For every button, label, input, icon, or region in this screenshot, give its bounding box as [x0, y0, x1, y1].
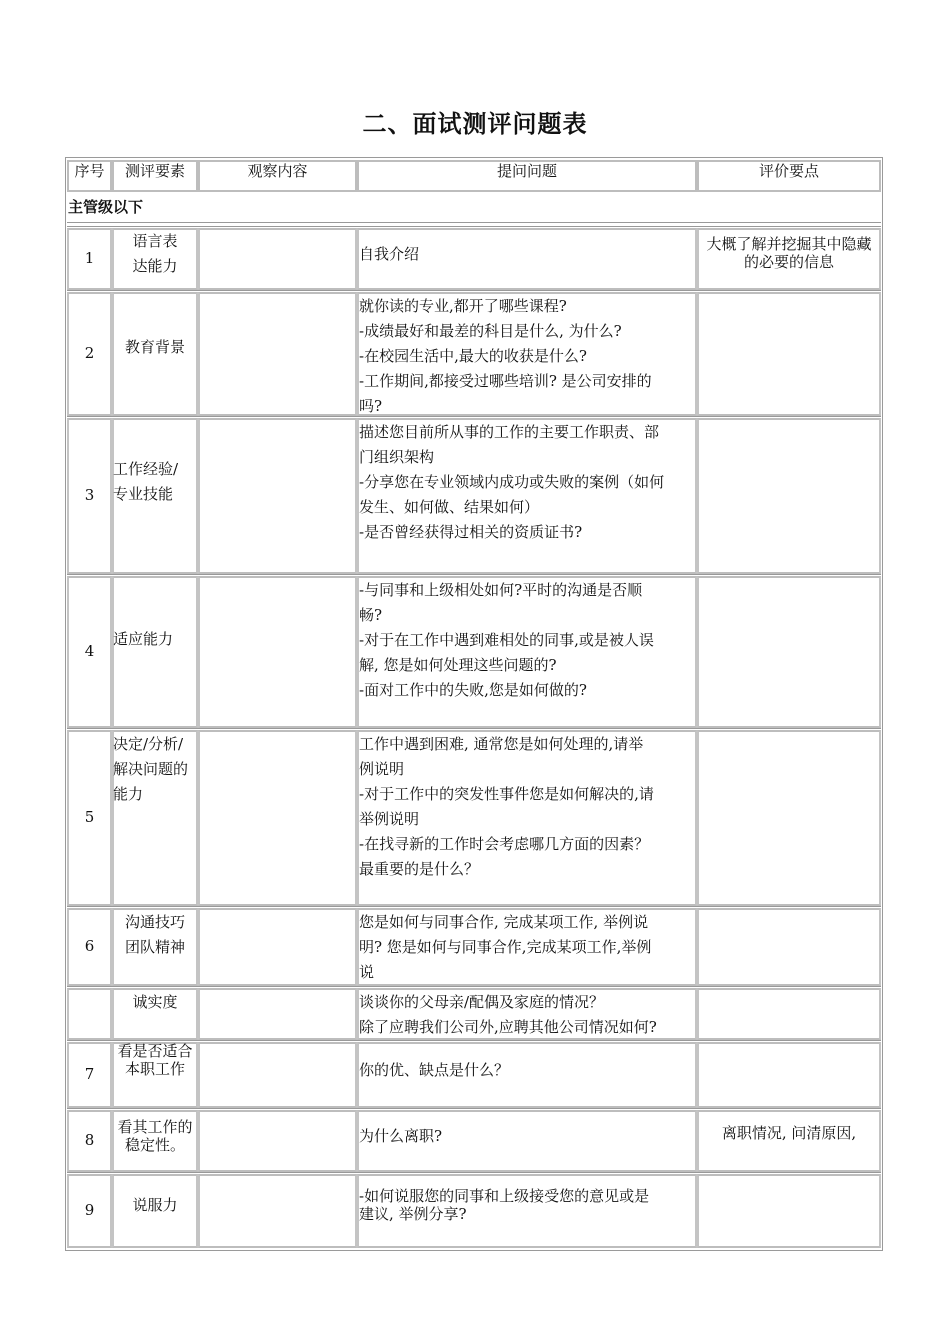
row-element-line: 专业技能 [113, 485, 174, 503]
row-element-line: 沟通技巧 [124, 913, 185, 931]
row-question-line: -工作期间,都接受过哪些培训? 是公司安排的 [359, 372, 652, 390]
row-point-line: 离职情况, 问清原因, [721, 1124, 857, 1142]
row-question-line: 为什么离职? [359, 1127, 443, 1145]
table-cell [198, 988, 357, 1040]
row-seq: 5 [84, 808, 95, 826]
row-question-line: 您是如何与同事合作, 完成某项工作, 举例说 [359, 913, 649, 931]
row-question-line: -与同事和上级相处如何?平时的沟通是否顺 [359, 581, 643, 599]
row-question-line: 例说明 [359, 760, 405, 778]
header-observe: 观察内容 [247, 162, 308, 180]
row-point-line: 的必要的信息 [743, 253, 834, 271]
row-question-line: 明? 您是如何与同事合作,完成某项工作,举例 [359, 938, 652, 956]
row-element-line: 工作经验/ [113, 460, 179, 478]
header-question: 提问问题 [496, 162, 557, 180]
row-question-line: -面对工作中的失败,您是如何做的? [359, 681, 587, 699]
row-element-line: 稳定性。 [124, 1136, 185, 1154]
row-question-line: 自我介绍 [359, 245, 420, 263]
row-question-line: 举例说明 [359, 810, 420, 828]
table-cell [112, 576, 198, 728]
row-question-line: 门组织架构 [359, 448, 435, 466]
row-question-line: -在校园生活中,最大的收获是什么? [359, 347, 587, 365]
table-cell [198, 1174, 357, 1248]
row-question-line: -在找寻新的工作时会考虑哪几方面的因素？ [359, 835, 650, 853]
table-cell [198, 1110, 357, 1172]
header-element: 测评要素 [124, 162, 185, 180]
section-label: 主管级以下 [68, 198, 144, 216]
row-element-line: 说服力 [132, 1196, 178, 1214]
row-question-line: 就你读的专业,都开了哪些课程? [359, 297, 567, 315]
row-seq: 8 [84, 1131, 95, 1149]
table-cell [697, 1042, 881, 1108]
row-seq: 3 [84, 486, 95, 504]
row-question-line: 你的优、缺点是什么？ [359, 1061, 510, 1079]
row-question-line: 工作中遇到困难, 通常您是如何处理的,请举 [359, 735, 644, 753]
row-element-line: 诚实度 [132, 993, 178, 1011]
row-question-line: 描述您目前所从事的工作的主要工作职责、部 [359, 423, 660, 441]
row-question-line: -对于工作中的突发性事件您是如何解决的,请 [359, 785, 654, 803]
row-question-line: -是否曾经获得过相关的资质证书? [359, 523, 583, 541]
row-element-line: 适应能力 [113, 630, 174, 648]
row-element-line: 能力 [113, 785, 144, 803]
row-element-line: 团队精神 [124, 938, 185, 956]
table-cell [198, 1042, 357, 1108]
row-seq: 7 [84, 1065, 95, 1083]
row-element-line: 看其工作的 [117, 1118, 193, 1136]
table-cell [198, 292, 357, 416]
table-cell [198, 228, 357, 290]
row-question-line: 说 [359, 963, 375, 981]
row-seq: 9 [84, 1201, 95, 1219]
row-seq: 2 [84, 344, 95, 362]
table-cell [198, 730, 357, 906]
header-seq: 序号 [74, 162, 105, 180]
table-cell [198, 418, 357, 574]
table-cell [697, 730, 881, 906]
table-cell [697, 908, 881, 986]
row-question-line: 建议, 举例分享? [359, 1205, 467, 1223]
table-cell [198, 576, 357, 728]
table-cell [697, 418, 881, 574]
row-element-line: 解决问题的 [113, 760, 189, 778]
row-question-line: -分享您在专业领域内成功或失败的案例（如何 [359, 473, 665, 491]
row-element-line: 达能力 [132, 257, 178, 275]
section-divider [67, 222, 881, 224]
row-question-line: 吗? [359, 397, 383, 415]
table-cell [697, 576, 881, 728]
row-seq: 6 [84, 937, 95, 955]
table-cell [697, 988, 881, 1040]
table-cell [67, 988, 112, 1040]
row-question-line: 解, 您是如何处理这些问题的? [359, 656, 557, 674]
row-question-line: 最重要的是什么？ [359, 860, 480, 878]
row-seq: 4 [84, 642, 95, 660]
row-question-line: 除了应聘我们公司外,应聘其他公司情况如何? [359, 1018, 657, 1036]
row-question-line: -成绩最好和最差的科目是什么, 为什么? [359, 322, 622, 340]
row-element-line: 决定/分析/ [113, 735, 184, 753]
page-title: 二、面试测评问题表 [362, 110, 588, 138]
row-element-line: 看是否适合 [117, 1042, 193, 1060]
table-cell [697, 1174, 881, 1248]
row-question-line: 谈谈你的父母亲/配偶及家庭的情况？ [359, 993, 605, 1011]
row-question-line: -如何说服您的同事和上级接受您的意见或是 [359, 1187, 650, 1205]
row-seq: 1 [84, 249, 95, 267]
row-point-line: 大概了解并挖掘其中隐藏 [706, 235, 872, 253]
header-point: 评价要点 [758, 162, 819, 180]
row-question-line: -对于在工作中遇到难相处的同事,或是被人误 [359, 631, 654, 649]
row-question-line: 畅? [359, 606, 383, 624]
row-element-line: 本职工作 [124, 1060, 185, 1078]
row-element-line: 语言表 [132, 232, 178, 250]
table-cell [198, 908, 357, 986]
table-cell [697, 292, 881, 416]
row-question-line: 发生、如何做、结果如何） [359, 498, 540, 516]
row-element-line: 教育背景 [124, 338, 185, 356]
